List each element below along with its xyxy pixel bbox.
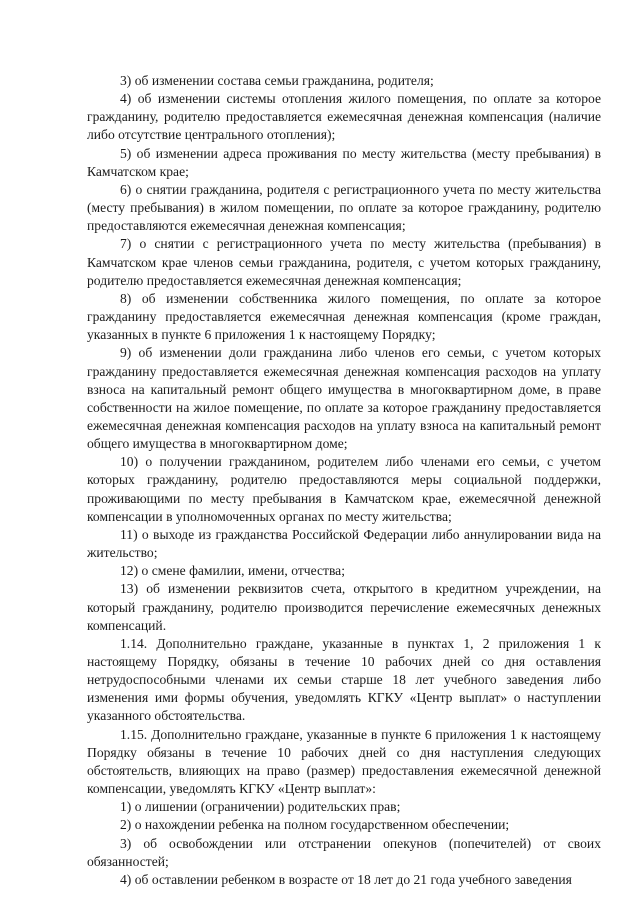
paragraph-item-11: 11) о выходе из гражданства Российской Федерации либо аннулировании вида на жительство; <box>87 526 601 561</box>
paragraph-item-10: 10) о получении гражданином, родителем либо членами его семьи, с учетом которых гражданину, родителю предоставляются меры социальной поддержки, проживающими по месту пребывания в Камчатском крае, ежемесячной денежной компенсации в уполномоченных органах по месту жительства; <box>87 454 601 524</box>
paragraph-item-6: 6) о снятии гражданина, родителя с регистрационного учета по месту жительства (месту пребывания) в жилом помещении, по оплате за которое гражданину, родителю предоставляются ежемесячная денежная компенсация; <box>87 181 601 234</box>
document-page <box>87 72 601 889</box>
paragraph-item-9: 9) об изменении доли гражданина либо членов его семьи, с учетом которых гражданину предоставляется ежемесячная денежная компенсация расходов на уплату взноса на капитальный ремонт общего имущества в многоквартирном доме, в праве собственности на жилое помещение, по оплате за которое гражданину предоставляется ежемесячная денежная компенсация расходов на уплату взноса на капитальный ремонт общего имущества в многоквартирном доме; <box>87 345 601 452</box>
paragraph-item-7: 7) о снятии с регистрационного учета по месту жительства (пребывания) в Камчатском крае членов семьи гражданина, родителя, с учетом которых гражданину, родителю предоставляется ежемесячная денежная компенсация; <box>87 236 601 288</box>
paragraph-item-8: 8) об изменении собственника жилого помещения, по оплате за которое гражданину предоставляется ежемесячная денежная компенсация (кроме граждан, указанных в пункте 6 приложения 1 к настоящему Порядку; <box>87 290 601 343</box>
paragraph-subitem-1: 1) о лишении (ограничении) родительских прав; <box>120 799 401 815</box>
paragraph-subitem-2: 2) о нахождении ребенка на полном государственном обеспечении; <box>120 817 510 833</box>
paragraph-subitem-4: 4) об оставлении ребенком в возрасте от 18 лет до 21 года учебного заведения <box>120 871 572 887</box>
paragraph-subitem-3: 3) об освобождении или отстранении опекунов (попечителей) от своих обязанностей; <box>87 835 601 869</box>
paragraph-clause-1-14: 1.14. Дополнительно граждане, указанные в пунктах 1, 2 приложения 1 к настоящему Порядку, обязаны в течение 10 рабочих дней со дня оставления нетрудоспособными членами их семьи старше 18 лет учебного заведения либо изменения ими формы обучения, уведомлять КГКУ «Центр выплат» о наступлении указанного обстоятельства. <box>87 635 601 724</box>
paragraph-item-4: 4) об изменении системы отопления жилого помещения, по оплате за которое гражданину, родителю предоставляется ежемесячная денежная компенсация (наличие либо отсутствие центрального отопления); <box>87 91 601 143</box>
paragraph-clause-1-15: 1.15. Дополнительно граждане, указанные в пункте 6 приложения 1 к настоящему Порядку обязаны в течение 10 рабочих дней со дня наступления следующих обстоятельств, влияющих на право (размер) предоставления ежемесячной денежной компенсации, уведомлять КГКУ «Центр выплат»: <box>87 726 601 797</box>
paragraph-item-13: 13) об изменении реквизитов счета, открытого в кредитном учреждении, на который гражданину, родителю производится перечисление ежемесячных денежных компенсаций. <box>87 581 601 633</box>
paragraph-item-5: 5) об изменении адреса проживания по месту жительства (месту пребывания) в Камчатском крае; <box>87 145 601 179</box>
paragraph-item-12: 12) о смене фамилии, имени, отчества; <box>120 563 345 579</box>
paragraph-item-3: 3) об изменении состава семьи гражданина, родителя; <box>120 73 434 88</box>
